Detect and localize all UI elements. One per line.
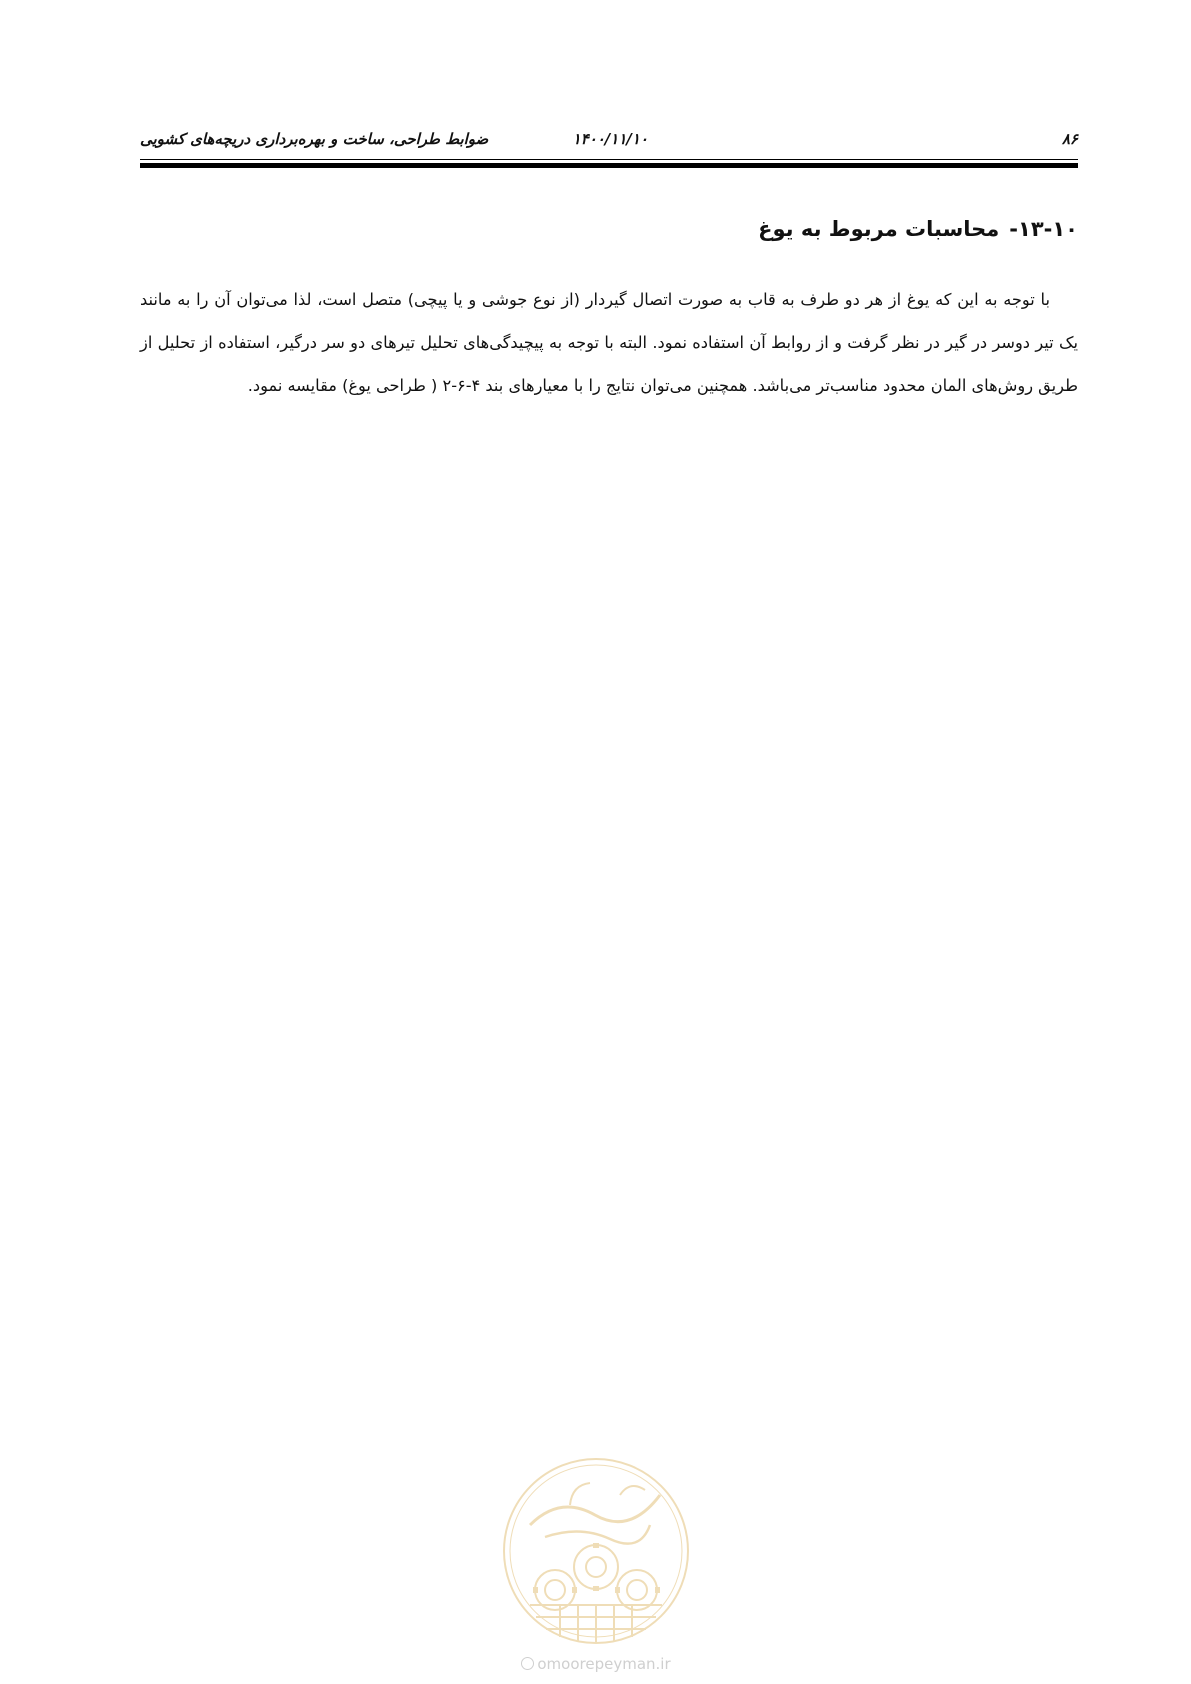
header-divider-thin (140, 159, 1078, 160)
header-date: ۱۴۰۰/۱۱/۱۰ (572, 130, 648, 148)
body-paragraph: با توجه به این که یوغ از هر دو طرف به قاب به صورت اتصال گیردار (از نوع جوشی و یا پیچی) متصل است، لذا می‌توان آن را به مانند یک تیر دوسر در گیر در نظر گرفت و از روابط آن استفاده نمود. البته با توجه به پیچیدگی‌های تحلیل تیرهای دو سر درگیر، استفاده از تحلیل از طریق روش‌های المان محدود مناسب‌تر می‌باشد. همچنین می‌توان نتایج را با معیارهای بند ۴-۶-۲ ( طراحی یوغ) مقایسه نمود. (140, 290, 1078, 395)
page-number: ۸۶ (1061, 130, 1078, 148)
omoore-peyman-logo-icon (500, 1455, 692, 1647)
header-title: ضوابط طراحی، ساخت و بهره‌برداری دریچه‌های کشویی (140, 130, 489, 148)
section-title: محاسبات مربوط به یوغ (758, 217, 1000, 241)
header-divider-thick (140, 163, 1078, 168)
page-header (140, 128, 1078, 158)
section-number: ۱۳-۱۰- (1009, 217, 1078, 241)
globe-icon (521, 1657, 534, 1670)
section-heading (758, 217, 1078, 241)
watermark-url (500, 1655, 692, 1673)
watermark-url-text: omoorepeyman.ir (537, 1655, 671, 1673)
